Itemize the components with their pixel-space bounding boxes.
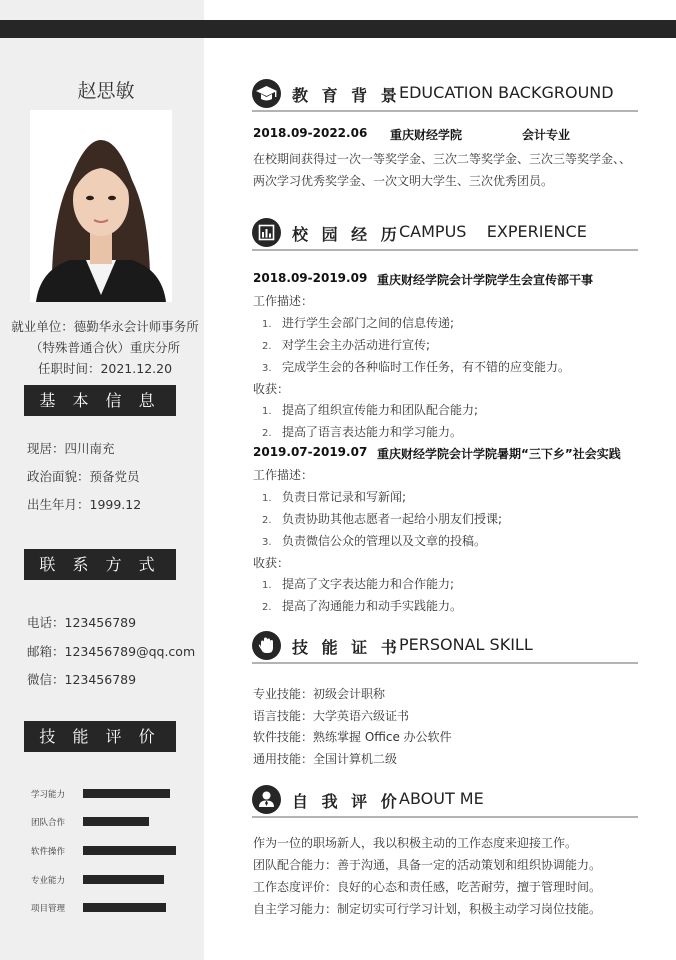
employ-line: 就业单位：德勤华永会计师事务所 (11, 319, 199, 334)
campus-title: 重庆财经学院会计学院暑期“三下乡”社会实践 (377, 447, 621, 461)
gain-label: 收获： (253, 556, 290, 570)
graduation-cap-icon (252, 79, 281, 108)
section-divider (252, 249, 638, 251)
section-title-cn: 自 我 评 价 (292, 792, 401, 811)
employ-line: 任职时间：2021.12.20 (37, 361, 173, 376)
sidebar-top (0, 0, 204, 20)
skill-bar (83, 817, 149, 826)
bar-chart-icon (252, 218, 281, 247)
contact-heading: 联 系 方 式 (24, 549, 176, 580)
employment-info (0, 316, 210, 379)
skill-label: 团队合作 (31, 818, 66, 828)
section-title-cn: 校 园 经 历 (292, 225, 401, 244)
campus-entry-header (253, 271, 594, 287)
wechat: 微信：123456789 (27, 672, 137, 687)
skill-bar (83, 875, 164, 884)
about-item: 作为一位的职场新人，我以积极主动的工作态度来迎接工作。 (253, 836, 578, 850)
phone: 电话：123456789 (27, 615, 137, 630)
section-title-en: PERSONAL SKILL (399, 635, 533, 654)
gain-label: 收获： (253, 382, 290, 396)
top-bar (0, 20, 676, 38)
political-status: 政治面貌：预备党员 (27, 469, 140, 484)
education-school: 重庆财经学院 (390, 128, 463, 142)
about-item: 自主学习能力：制定切实可行学习计划，积极主动学习岗位技能。 (253, 902, 602, 916)
skill-label: 专业能力 (31, 876, 66, 886)
about-section-header (252, 785, 638, 815)
section-divider (252, 110, 638, 112)
skill-section-header (252, 631, 638, 661)
list-item: 2. 提高了语言表达能力和学习能力。 (262, 425, 463, 439)
profile-photo (30, 110, 172, 302)
skill-bar (83, 846, 176, 855)
education-entry (253, 126, 571, 142)
section-title-cn: 技 能 证 书 (292, 638, 401, 657)
section-title-en: ABOUT ME (399, 789, 484, 808)
list-item: 2. 提高了沟通能力和动手实践能力。 (262, 599, 463, 613)
skill-item: 通用技能：全国计算机二级 (253, 752, 398, 766)
work-label: 工作描述： (253, 468, 314, 482)
skill-item: 专业技能：初级会计职称 (253, 687, 386, 701)
list-item: 2. 对学生会主办活动进行宣传; (262, 338, 431, 352)
residence: 现居：四川南充 (27, 441, 115, 456)
section-title-en: CAMPUS EXPERIENCE (399, 222, 587, 241)
list-item: 1. 负责日常记录和写新闻; (262, 490, 407, 504)
skill-item: 语言技能：大学英语六级证书 (253, 709, 410, 723)
hand-icon (252, 631, 281, 660)
education-major: 会计专业 (522, 128, 571, 142)
skill-label: 软件操作 (31, 847, 66, 857)
about-item: 工作态度评价：良好的心态和责任感，吃苦耐劳，擅于管理时间。 (253, 880, 602, 894)
skill-bar (83, 903, 166, 912)
skill-label: 学习能力 (31, 790, 66, 800)
birth-date: 出生年月：1999.12 (27, 497, 142, 512)
campus-period: 2018.09-2019.09 (253, 271, 368, 285)
section-divider (252, 816, 638, 818)
list-item: 1. 提高了组织宣传能力和团队配合能力; (262, 403, 479, 417)
about-item: 团队配合能力：善于沟通，具备一定的活动策划和组织协调能力。 (253, 858, 602, 872)
list-item: 2. 负责协助其他志愿者一起给小朋友们授课; (262, 512, 503, 526)
employ-line: （特殊普通合伙）重庆分所 (29, 340, 180, 355)
list-item: 3. 负责微信公众的管理以及文章的投稿。 (262, 534, 487, 548)
email: 邮箱：123456789@qq.com (27, 644, 196, 659)
skill-item: 软件技能：熟练掌握 Office 办公软件 (253, 730, 452, 744)
campus-period: 2019.07-2019.07 (253, 445, 368, 459)
section-title-en: EDUCATION BACKGROUND (399, 83, 614, 102)
list-item: 3. 完成学生会的各种临时工作任务，有不错的应变能力。 (262, 360, 571, 374)
person-icon (252, 785, 281, 814)
skills-heading: 技 能 评 价 (24, 721, 176, 752)
education-period: 2018.09-2022.06 (253, 126, 368, 140)
work-label: 工作描述： (253, 294, 314, 308)
education-desc: 两次学习优秀奖学金、一次文明大学生、三次优秀团员。 (253, 174, 554, 188)
campus-entry-header (253, 445, 621, 461)
education-desc: 在校期间获得过一次一等奖学金、三次二等奖学金、三次三等奖学金、、 (253, 152, 632, 166)
basic-info-heading: 基 本 信 息 (24, 385, 176, 416)
campus-title: 重庆财经学院会计学院学生会宣传部干事 (377, 273, 594, 287)
education-section-header (252, 79, 638, 109)
campus-section-header (252, 218, 638, 248)
skill-bar (83, 789, 170, 798)
candidate-name: 赵思敏 (77, 80, 135, 102)
section-title-cn: 教 育 背 景 (292, 86, 401, 105)
list-item: 1. 进行学生会部门之间的信息传递; (262, 316, 455, 330)
list-item: 1. 提高了文字表达能力和合作能力; (262, 577, 455, 591)
section-divider (252, 662, 638, 664)
skill-label: 项目管理 (31, 904, 66, 914)
